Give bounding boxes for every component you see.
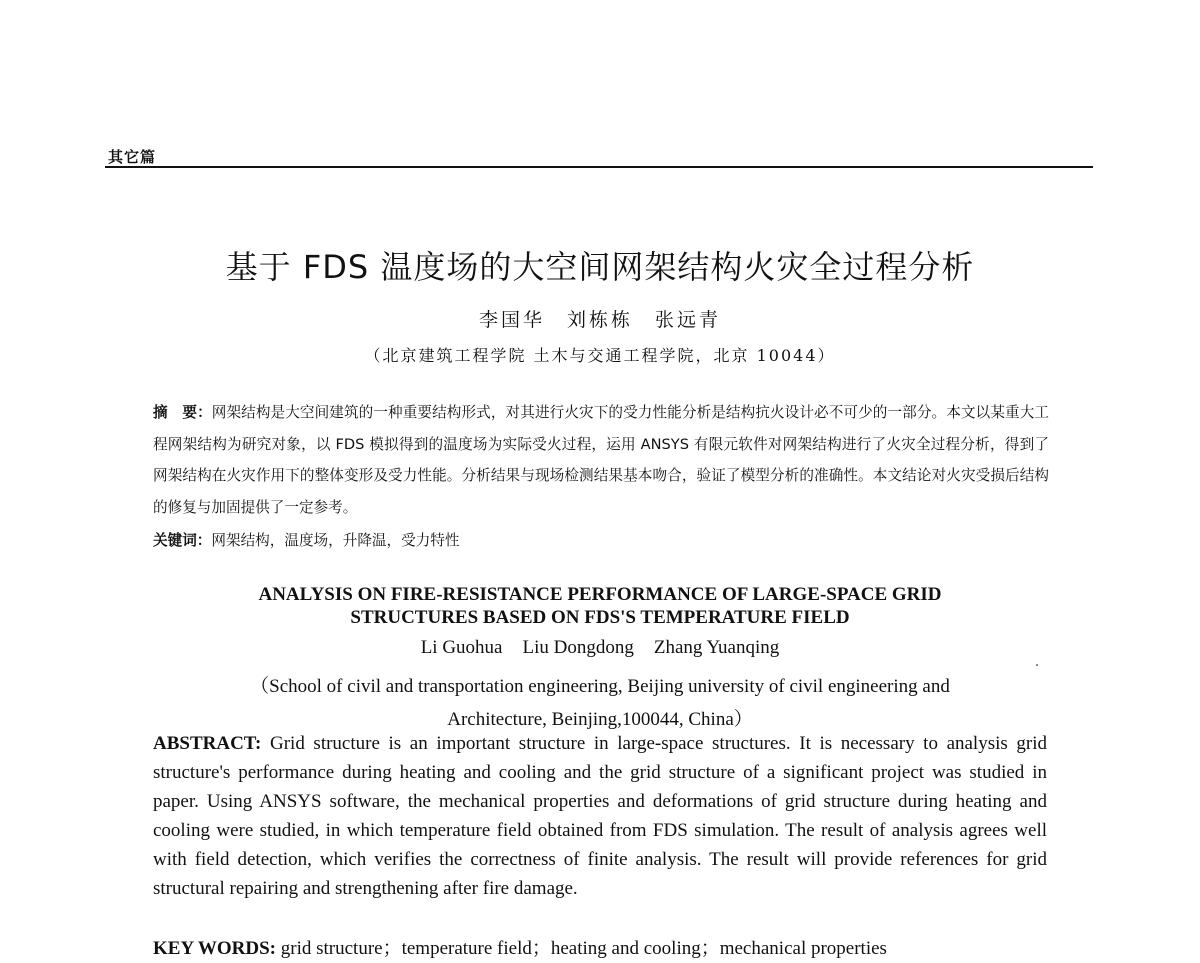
english-keywords-label: KEY WORDS: bbox=[153, 938, 276, 959]
english-abstract-label: ABSTRACT: bbox=[153, 733, 262, 754]
header-rule bbox=[105, 166, 1093, 168]
chinese-abstract-text: 网架结构是大空间建筑的一种重要结构形式，对其进行火灾下的受力性能分析是结构抗火设计必不可少的一部分。本文以某重大工程网架结构为研究对象，以 FDS 模拟得到的温度场为实际受火过程，运用 ANSYS 有限元软件对网架结构进行了火灾全过程分析，得到了网架结构在火灾作用下的整体变形及受力性能。分析结果与现场检测结果基本吻合，验证了模型分析的准确性。本文结论对火灾受损后结构的修复与加固提供了一定参考。 bbox=[153, 404, 1049, 516]
chinese-keywords bbox=[153, 525, 1049, 557]
english-abstract-text: Grid structure is an important structure in large-space structures. It is necessary to analysis grid structure's performance during heating and cooling and the grid structure of a significant project was studied in paper. Using ANSYS software, the mechanical properties and deformations of grid structure during heating and cooling were studied, in which temperature field obtained from FDS simulation. The result of analysis agrees well with field detection, which verifies the correctness of finite analysis. The result will provide references for grid structural repairing and strengthening after fire damage. bbox=[153, 733, 1047, 899]
chinese-keywords-label: 关键词： bbox=[153, 532, 212, 549]
english-affiliation-line-2: Architecture, Beinjing,100044, China） bbox=[447, 709, 753, 730]
english-affiliation-line-1: （School of civil and transportation engineering, Beijing university of civil engineering and bbox=[250, 676, 950, 697]
english-keywords bbox=[153, 934, 1047, 963]
english-title-line-1: ANALYSIS ON FIRE-RESISTANCE PERFORMANCE OF LARGE-SPACE GRID bbox=[258, 584, 942, 605]
chinese-title: 基于 FDS 温度场的大空间网架结构火灾全过程分析 bbox=[225, 248, 975, 286]
chinese-keywords-text: 网架结构，温度场，升降温，受力特性 bbox=[211, 532, 460, 549]
english-title-line-2: STRUCTURES BASED ON FDS'S TEMPERATURE FIELD bbox=[350, 607, 850, 628]
english-abstract bbox=[153, 729, 1047, 903]
english-author-1: Li Guohua bbox=[420, 637, 503, 658]
english-author-2: Liu Dongdong bbox=[522, 637, 634, 658]
chinese-affiliation: （北京建筑工程学院 土木与交通工程学院，北京 10044） bbox=[364, 346, 836, 365]
chinese-abstract bbox=[153, 397, 1049, 523]
chinese-authors: 李国华 刘栋栋 张远青 bbox=[478, 309, 721, 331]
chinese-abstract-label: 摘 要： bbox=[153, 404, 212, 421]
english-author-3: Zhang Yuanqing bbox=[653, 637, 780, 658]
english-authors bbox=[0, 637, 1200, 659]
english-affiliation bbox=[0, 670, 1200, 736]
scan-artifact-dot bbox=[1036, 664, 1038, 666]
running-header: 其它篇 bbox=[108, 148, 157, 166]
english-title bbox=[0, 583, 1200, 629]
english-keywords-text: grid structure；temperature field；heating and cooling；mechanical properties bbox=[276, 938, 887, 959]
